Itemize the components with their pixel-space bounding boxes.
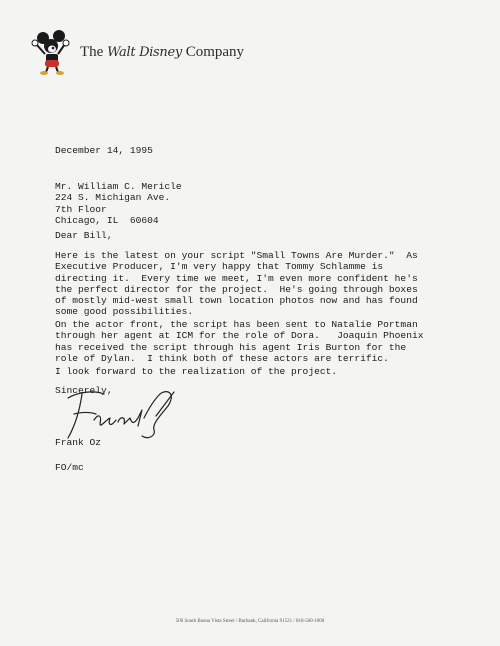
address-line: Chicago, IL 60604 bbox=[55, 214, 159, 226]
address-line: 224 S. Michigan Ave. bbox=[55, 192, 171, 204]
paragraph-line: Executive Producer, I'm very happy that Tommy Schlamme is bbox=[55, 261, 384, 273]
paragraph-line: Here is the latest on your script "Small Towns Are Murder." As bbox=[55, 250, 418, 261]
paragraph-line: of mostly mid-west small town location photos now and has found bbox=[55, 295, 418, 307]
letterhead-brand: Walt Disney bbox=[107, 45, 182, 60]
paragraph-line: through her agent at ICM for the role of Dora. Joaquin Phoenix bbox=[55, 330, 424, 342]
paragraph-line: some good possibilities. bbox=[55, 306, 194, 318]
paragraph-line: On the actor front, the script has been sent to Natalie Portman bbox=[55, 319, 418, 330]
letterhead-prefix: The bbox=[80, 44, 104, 60]
company-letterhead bbox=[80, 44, 244, 61]
letter-date: December 14, 1995 bbox=[55, 145, 153, 156]
letterhead-suffix: Company bbox=[185, 44, 245, 60]
signer-name: Frank Oz bbox=[55, 437, 102, 448]
salutation: Dear Bill, bbox=[55, 230, 113, 241]
paragraph-line: directing it. Every time we meet, I'm even more confident he's bbox=[55, 272, 418, 284]
mickey-mouse-logo bbox=[30, 30, 76, 76]
address-line: Mr. William C. Mericle bbox=[55, 181, 182, 192]
recipient-address bbox=[55, 181, 182, 226]
address-line: 7th Floor bbox=[55, 203, 107, 215]
body-paragraph-1 bbox=[55, 250, 418, 318]
paragraph-line: the perfect director for the project. He's going through boxes bbox=[55, 283, 418, 295]
paragraph-line: role of Dylan. I think both of these actors are terrific. bbox=[55, 352, 389, 364]
paragraph-line: has received the script through his agent Iris Burton for the bbox=[55, 341, 407, 353]
closing: Sincerely, bbox=[55, 385, 113, 396]
body-paragraph-3: I look forward to the realization of the project. bbox=[55, 366, 338, 377]
body-paragraph-2 bbox=[55, 319, 423, 364]
typist-initials: FO/mc bbox=[55, 462, 84, 473]
letterhead-footer-address: 500 South Buena Vista Street / Burbank, California 91521 / 818-560-1000 bbox=[175, 619, 325, 624]
